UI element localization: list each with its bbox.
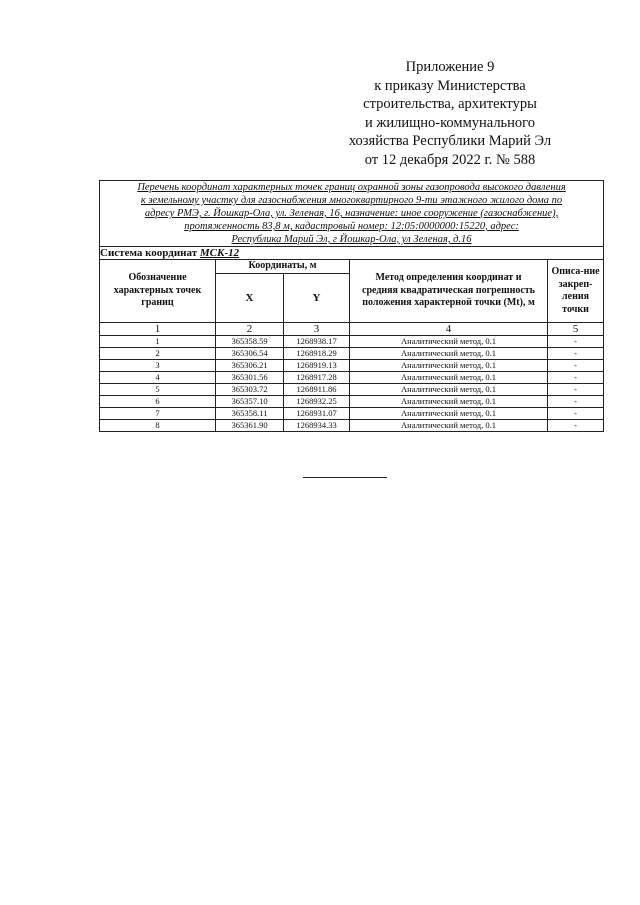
appendix-line: Приложение 9 bbox=[405, 59, 495, 75]
cell-x: 365361.90 bbox=[216, 420, 284, 432]
header-x: X bbox=[216, 273, 284, 323]
cell-desc: - bbox=[548, 408, 604, 420]
table-row bbox=[100, 384, 604, 396]
cell-point: 8 bbox=[100, 420, 216, 432]
cell-desc: - bbox=[548, 360, 604, 372]
cell-method: Аналитический метод, 0.1 bbox=[350, 360, 548, 372]
cell-method: Аналитический метод, 0.1 bbox=[350, 348, 548, 360]
cell-point: 3 bbox=[100, 360, 216, 372]
header-coords: Координаты, м bbox=[216, 260, 350, 274]
cell-desc: - bbox=[548, 420, 604, 432]
appendix-line: хозяйства Республики Марий Эл bbox=[348, 133, 552, 149]
signature-line bbox=[303, 477, 387, 478]
coordinate-system-value: МСК-12 bbox=[199, 247, 240, 259]
column-number: 2 bbox=[216, 323, 284, 336]
cell-y: 1268931.07 bbox=[284, 408, 350, 420]
appendix-header bbox=[330, 58, 570, 169]
column-number: 5 bbox=[548, 323, 604, 336]
appendix-line: от 12 декабря 2022 г. № 588 bbox=[364, 151, 536, 168]
coordinate-system-row bbox=[100, 247, 604, 260]
header-method: Метод определения координат и средняя квадратическая погрешность положения характерной точки (Mt), м bbox=[350, 260, 548, 323]
appendix-line: и жилищно-коммунального bbox=[364, 114, 536, 131]
table-row bbox=[100, 420, 604, 432]
cell-desc: - bbox=[548, 336, 604, 348]
cell-point: 7 bbox=[100, 408, 216, 420]
cell-method: Аналитический метод, 0.1 bbox=[350, 384, 548, 396]
header-y: Y bbox=[284, 273, 350, 323]
cell-x: 365303.72 bbox=[216, 384, 284, 396]
table-row bbox=[100, 360, 604, 372]
caption-line: адресу РМЭ, г. Йошкар-Ола, ул. Зеленая, 16, назначение: иное сооружение (газоснабжение), bbox=[144, 208, 559, 219]
cell-x: 365301.56 bbox=[216, 372, 284, 384]
cell-x: 365306.21 bbox=[216, 360, 284, 372]
cell-method: Аналитический метод, 0.1 bbox=[350, 408, 548, 420]
cell-point: 1 bbox=[100, 336, 216, 348]
cell-point: 5 bbox=[100, 384, 216, 396]
caption-line: Перечень координат характерных точек границ охранной зоны газопровода высокого давления bbox=[137, 182, 566, 193]
caption-line: Республика Марий Эл, г Йошкар-Ола, ул Зеленая, д.16 bbox=[231, 234, 472, 245]
header-desc: Описа-ние закреп-ления точки bbox=[548, 260, 604, 323]
cell-x: 365358.59 bbox=[216, 336, 284, 348]
column-number: 1 bbox=[100, 323, 216, 336]
cell-point: 4 bbox=[100, 372, 216, 384]
coordinate-system-label: Система координат bbox=[100, 247, 198, 259]
caption-line: к земельному участку для газоснабжения многоквартирного 9-ти этажного жилого дома по bbox=[140, 195, 563, 206]
cell-method: Аналитический метод, 0.1 bbox=[350, 372, 548, 384]
cell-x: 365358.11 bbox=[216, 408, 284, 420]
caption-line: протяженность 83,8 м, кадастровый номер: 12:05:0000000:15220, адрес: bbox=[184, 221, 519, 232]
cell-method: Аналитический метод, 0.1 bbox=[350, 336, 548, 348]
table-row bbox=[100, 396, 604, 408]
cell-point: 6 bbox=[100, 396, 216, 408]
cell-method: Аналитический метод, 0.1 bbox=[350, 396, 548, 408]
appendix-line: строительства, архитектуры bbox=[363, 96, 537, 112]
cell-y: 1268918.29 bbox=[284, 348, 350, 360]
header-point: Обозначение характерных точек границ bbox=[100, 260, 216, 323]
coordinates-table bbox=[99, 180, 604, 432]
cell-point: 2 bbox=[100, 348, 216, 360]
table-row bbox=[100, 336, 604, 348]
cell-y: 1268917.28 bbox=[284, 372, 350, 384]
cell-desc: - bbox=[548, 384, 604, 396]
cell-y: 1268919.13 bbox=[284, 360, 350, 372]
table-row bbox=[100, 348, 604, 360]
cell-desc: - bbox=[548, 396, 604, 408]
column-number: 4 bbox=[350, 323, 548, 336]
cell-y: 1268932.25 bbox=[284, 396, 350, 408]
cell-desc: - bbox=[548, 372, 604, 384]
cell-y: 1268938.17 bbox=[284, 336, 350, 348]
column-number: 3 bbox=[284, 323, 350, 336]
cell-y: 1268934.33 bbox=[284, 420, 350, 432]
cell-method: Аналитический метод, 0.1 bbox=[350, 420, 548, 432]
cell-x: 365357.10 bbox=[216, 396, 284, 408]
appendix-line: к приказу Министерства bbox=[374, 77, 526, 94]
table-row bbox=[100, 408, 604, 420]
cell-desc: - bbox=[548, 348, 604, 360]
table-row bbox=[100, 372, 604, 384]
cell-x: 365306.54 bbox=[216, 348, 284, 360]
cell-y: 1268911.86 bbox=[284, 384, 350, 396]
table-caption bbox=[100, 181, 604, 247]
